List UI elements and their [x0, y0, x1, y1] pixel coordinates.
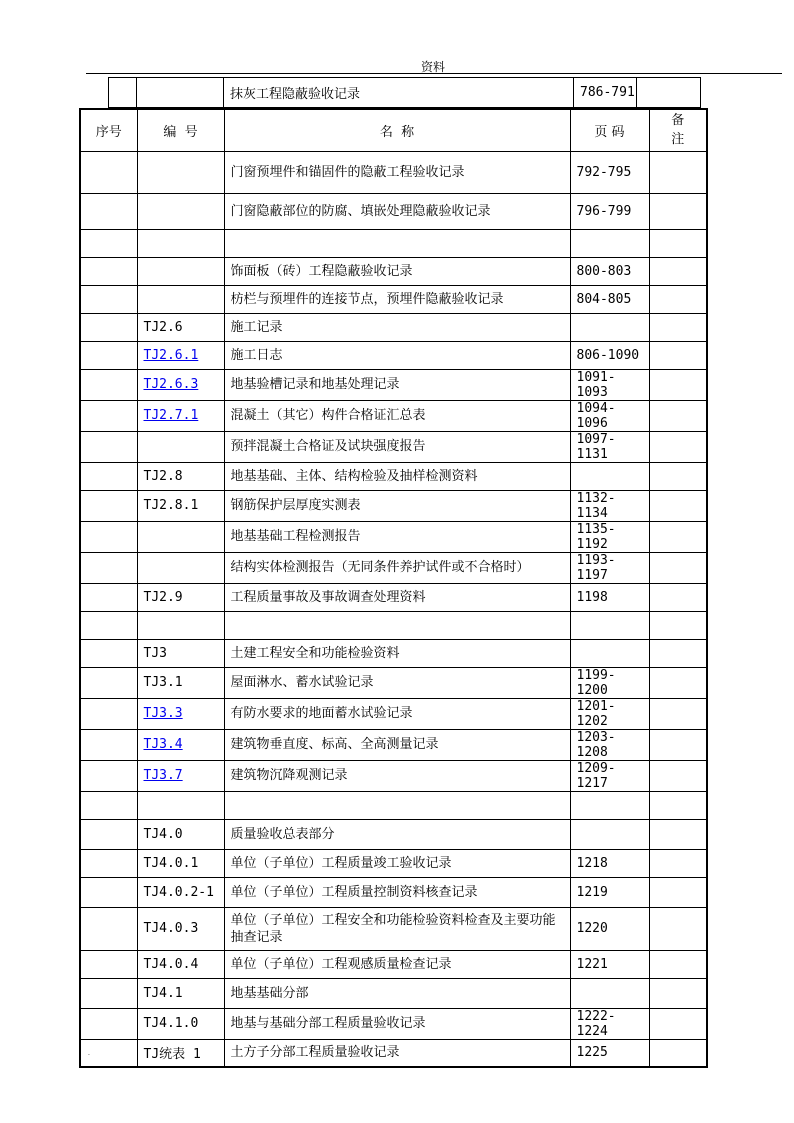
- row-code-cell: [137, 341, 224, 369]
- table-row: [80, 313, 707, 341]
- row-pages-cell: [570, 313, 649, 341]
- row-seq-cell: [80, 462, 137, 490]
- row-name-cell: 门窗隐蔽部位的防腐、填嵌处理隐蔽验收记录: [224, 193, 570, 229]
- row-code-link[interactable]: TJ3.7: [143, 768, 183, 783]
- row-code-cell: [137, 229, 224, 257]
- row-pages-cell: 1209-1217: [570, 760, 649, 791]
- row-code-cell: [137, 639, 224, 667]
- row-pages-cell: 1199-1200: [570, 667, 649, 698]
- header-rule: [86, 73, 782, 74]
- row-name-cell: 单位（子单位）工程质量竣工验收记录: [224, 849, 570, 877]
- row-pages-cell: [570, 611, 649, 639]
- row-code-cell: [137, 978, 224, 1008]
- row-seq-cell: [80, 151, 137, 193]
- table-row: [80, 611, 707, 639]
- row-code-cell: [137, 907, 224, 950]
- row-pages-cell: [570, 791, 649, 819]
- row-seq-cell: [80, 698, 137, 729]
- row-code-cell: [137, 667, 224, 698]
- row-seq-cell: [80, 431, 137, 462]
- row-name-cell: [224, 791, 570, 819]
- row-seq-cell: [80, 1008, 137, 1039]
- row-code-link[interactable]: TJ2.7.1: [143, 408, 199, 423]
- row-code-text: TJ2.6: [143, 319, 183, 335]
- row-seq-cell: [80, 552, 137, 583]
- table-row: [80, 877, 707, 907]
- row-name-cell: 土建工程安全和功能检验资料: [224, 639, 570, 667]
- row-seq-cell: [80, 791, 137, 819]
- row-name-cell: 地基基础、主体、结构检验及抽样检测资料: [224, 462, 570, 490]
- row-note-cell: [649, 877, 707, 907]
- table-row: [80, 950, 707, 978]
- row-note-cell: [649, 229, 707, 257]
- row-seq-cell: [80, 229, 137, 257]
- row-code-cell: [137, 490, 224, 521]
- row-code-cell: [137, 521, 224, 552]
- row-seq-cell: [80, 490, 137, 521]
- row-code-text: TJ4.0.2-1: [143, 884, 214, 900]
- row-name-cell: 施工日志: [224, 341, 570, 369]
- row-code-cell: [137, 552, 224, 583]
- row-pages-cell: [570, 229, 649, 257]
- row-name-cell: 单位（子单位）工程安全和功能检验资料检查及主要功能抽查记录: [224, 907, 570, 950]
- row-note-cell: [649, 611, 707, 639]
- row-pages-cell: 1218: [570, 849, 649, 877]
- row-note-cell: [649, 341, 707, 369]
- table-body: [80, 151, 707, 1067]
- row-name-cell: 混凝土（其它）构件合格证汇总表: [224, 400, 570, 431]
- row-seq-cell: [80, 400, 137, 431]
- row-pages-cell: 1221: [570, 950, 649, 978]
- row-pages-cell: 1091-1093: [570, 369, 649, 400]
- row-note-cell: [649, 521, 707, 552]
- row-name-cell: [224, 229, 570, 257]
- row-code-text: TJ统表 1: [143, 1047, 201, 1063]
- row-code-cell: [137, 257, 224, 285]
- row-code-text: TJ2.8: [143, 468, 183, 484]
- footer-mark: .: [88, 1050, 90, 1057]
- row-code-text: TJ2.9: [143, 589, 183, 605]
- row-note-cell: [649, 760, 707, 791]
- row-seq-cell: [80, 583, 137, 611]
- row-pages-cell: 1222-1224: [570, 1008, 649, 1039]
- row-seq-cell: [80, 313, 137, 341]
- top-seq-cell: [109, 78, 137, 108]
- row-name-cell: 门窗预埋件和锚固件的隐蔽工程验收记录: [224, 151, 570, 193]
- row-pages-cell: 800-803: [570, 257, 649, 285]
- row-note-cell: [649, 907, 707, 950]
- row-name-cell: 建筑物垂直度、标高、全高测量记录: [224, 729, 570, 760]
- col-header-name: 名 称: [224, 109, 570, 151]
- table-row: [80, 791, 707, 819]
- col-header-code: 编 号: [137, 109, 224, 151]
- row-code-cell: [137, 877, 224, 907]
- table-row: [80, 583, 707, 611]
- row-name-cell: 工程质量事故及事故调查处理资料: [224, 583, 570, 611]
- row-seq-cell: [80, 907, 137, 950]
- row-code-cell: [137, 1039, 224, 1067]
- row-code-text: TJ4.0: [143, 826, 183, 842]
- row-pages-cell: 1220: [570, 907, 649, 950]
- row-note-cell: [649, 729, 707, 760]
- table-row: [80, 257, 707, 285]
- table-row: [80, 490, 707, 521]
- row-code-text: TJ4.1: [143, 985, 183, 1001]
- row-name-cell: 饰面板（砖）工程隐蔽验收记录: [224, 257, 570, 285]
- table-row: [80, 341, 707, 369]
- row-note-cell: [649, 552, 707, 583]
- row-name-cell: 结构实体检测报告（无同条件养护试件或不合格时）: [224, 552, 570, 583]
- row-pages-cell: [570, 639, 649, 667]
- row-code-cell: [137, 462, 224, 490]
- row-code-link[interactable]: TJ3.4: [143, 737, 183, 752]
- row-name-cell: 单位（子单位）工程观感质量检查记录: [224, 950, 570, 978]
- row-pages-cell: 796-799: [570, 193, 649, 229]
- row-seq-cell: [80, 950, 137, 978]
- row-seq-cell: [80, 667, 137, 698]
- row-note-cell: [649, 369, 707, 400]
- row-code-text: TJ4.0.4: [143, 956, 199, 972]
- row-name-cell: 地基基础分部: [224, 978, 570, 1008]
- row-name-cell: 地基验槽记录和地基处理记录: [224, 369, 570, 400]
- table-row: [80, 1008, 707, 1039]
- row-note-cell: [649, 819, 707, 849]
- row-code-cell: [137, 193, 224, 229]
- row-seq-cell: [80, 341, 137, 369]
- table-row: [80, 151, 707, 193]
- row-seq-cell: [80, 369, 137, 400]
- row-code-cell: [137, 313, 224, 341]
- row-seq-cell: [80, 849, 137, 877]
- row-code-text: TJ3.1: [143, 675, 183, 690]
- row-code-link[interactable]: TJ2.6.3: [143, 377, 199, 392]
- table-row: [80, 193, 707, 229]
- row-pages-cell: 1097-1131: [570, 431, 649, 462]
- table-row: [80, 552, 707, 583]
- row-name-cell: 预拌混凝土合格证及试块强度报告: [224, 431, 570, 462]
- row-name-cell: 建筑物沉降观测记录: [224, 760, 570, 791]
- row-name-cell: 枋栏与预埋件的连接节点，预埋件隐蔽验收记录: [224, 285, 570, 313]
- table-row: [80, 462, 707, 490]
- row-name-cell: 有防水要求的地面蓄水试验记录: [224, 698, 570, 729]
- row-name-cell: 钢筋保护层厚度实测表: [224, 490, 570, 521]
- row-code-cell: [137, 760, 224, 791]
- table-row: [80, 907, 707, 950]
- table-row: [80, 819, 707, 849]
- col-header-seq: 序号: [80, 109, 137, 151]
- table-row: [80, 1039, 707, 1067]
- row-code-cell: [137, 729, 224, 760]
- row-note-cell: [649, 950, 707, 978]
- row-code-cell: [137, 819, 224, 849]
- index-table: [79, 108, 708, 1068]
- row-pages-cell: 1198: [570, 583, 649, 611]
- row-code-link[interactable]: TJ3.3: [143, 706, 183, 721]
- row-note-cell: [649, 849, 707, 877]
- table-row: [80, 760, 707, 791]
- top-name-cell: 抹灰工程隐蔽验收记录: [224, 78, 574, 108]
- row-code-text: TJ4.0.1: [143, 855, 199, 871]
- table-row: [80, 667, 707, 698]
- row-name-cell: 质量验收总表部分: [224, 819, 570, 849]
- row-seq-cell: [80, 521, 137, 552]
- row-note-cell: [649, 285, 707, 313]
- row-pages-cell: 804-805: [570, 285, 649, 313]
- row-code-cell: [137, 369, 224, 400]
- row-note-cell: [649, 1039, 707, 1067]
- table-row: [80, 978, 707, 1008]
- row-pages-cell: 1203-1208: [570, 729, 649, 760]
- row-note-cell: [649, 1008, 707, 1039]
- table-row: [80, 369, 707, 400]
- row-code-text: TJ4.1.0: [143, 1016, 199, 1031]
- row-note-cell: [649, 193, 707, 229]
- row-code-cell: [137, 400, 224, 431]
- table-row: [80, 431, 707, 462]
- row-seq-cell: [80, 729, 137, 760]
- row-pages-cell: 1219: [570, 877, 649, 907]
- top-code-cell: [137, 78, 224, 108]
- row-note-cell: [649, 431, 707, 462]
- table-row: [80, 400, 707, 431]
- col-header-note: [649, 109, 707, 151]
- table-row: [80, 521, 707, 552]
- table-row: [80, 729, 707, 760]
- page-header-title: 资料: [420, 60, 445, 74]
- row-code-cell: [137, 791, 224, 819]
- table-row: [80, 849, 707, 877]
- row-note-cell: [649, 151, 707, 193]
- row-name-cell: 单位（子单位）工程质量控制资料核查记录: [224, 877, 570, 907]
- row-code-text: TJ3: [143, 645, 167, 661]
- row-name-cell: 土方子分部工程质量验收记录: [224, 1039, 570, 1067]
- row-pages-cell: 1132-1134: [570, 490, 649, 521]
- row-pages-cell: 1193-1197: [570, 552, 649, 583]
- row-note-cell: [649, 698, 707, 729]
- row-code-text: TJ2.8.1: [143, 498, 199, 513]
- row-seq-cell: [80, 285, 137, 313]
- row-seq-cell: [80, 193, 137, 229]
- row-pages-cell: [570, 462, 649, 490]
- row-pages-cell: 1135-1192: [570, 521, 649, 552]
- row-name-cell: 施工记录: [224, 313, 570, 341]
- row-code-cell: [137, 285, 224, 313]
- row-seq-cell: [80, 978, 137, 1008]
- row-seq-cell: [80, 611, 137, 639]
- top-pages-cell: 786-791: [574, 78, 637, 108]
- top-note-cell: [637, 78, 701, 108]
- row-code-cell: [137, 151, 224, 193]
- row-pages-cell: 1225: [570, 1039, 649, 1067]
- row-note-cell: [649, 257, 707, 285]
- row-code-text: TJ4.0.3: [143, 921, 199, 936]
- row-code-cell: [137, 583, 224, 611]
- row-seq-cell: [80, 819, 137, 849]
- row-note-cell: [649, 490, 707, 521]
- row-code-cell: [137, 698, 224, 729]
- row-note-cell: [649, 583, 707, 611]
- row-note-cell: [649, 313, 707, 341]
- row-seq-cell: [80, 760, 137, 791]
- row-note-cell: [649, 978, 707, 1008]
- row-code-cell: [137, 431, 224, 462]
- row-code-cell: [137, 1008, 224, 1039]
- row-pages-cell: [570, 819, 649, 849]
- row-pages-cell: 792-795: [570, 151, 649, 193]
- table-row: [80, 285, 707, 313]
- col-header-pages: 页 码: [570, 109, 649, 151]
- row-note-cell: [649, 400, 707, 431]
- row-code-cell: [137, 611, 224, 639]
- row-code-link[interactable]: TJ2.6.1: [143, 347, 199, 363]
- top-row-table: [108, 77, 701, 108]
- row-seq-cell: [80, 877, 137, 907]
- row-seq-cell: [80, 257, 137, 285]
- row-pages-cell: 1094-1096: [570, 400, 649, 431]
- table-row: [80, 229, 707, 257]
- table-row: [80, 698, 707, 729]
- table-row: [80, 639, 707, 667]
- header-row: [80, 109, 707, 151]
- row-pages-cell: [570, 978, 649, 1008]
- col-header-note-label: 备注: [671, 113, 685, 148]
- row-note-cell: [649, 462, 707, 490]
- row-note-cell: [649, 791, 707, 819]
- row-note-cell: [649, 639, 707, 667]
- row-seq-cell: [80, 639, 137, 667]
- row-code-cell: [137, 950, 224, 978]
- row-pages-cell: 806-1090: [570, 341, 649, 369]
- row-name-cell: 屋面淋水、蓄水试验记录: [224, 667, 570, 698]
- row-note-cell: [649, 667, 707, 698]
- row-name-cell: 地基基础工程检测报告: [224, 521, 570, 552]
- row-code-cell: [137, 849, 224, 877]
- row-name-cell: 地基与基础分部工程质量验收记录: [224, 1008, 570, 1039]
- row-name-cell: [224, 611, 570, 639]
- row-pages-cell: 1201-1202: [570, 698, 649, 729]
